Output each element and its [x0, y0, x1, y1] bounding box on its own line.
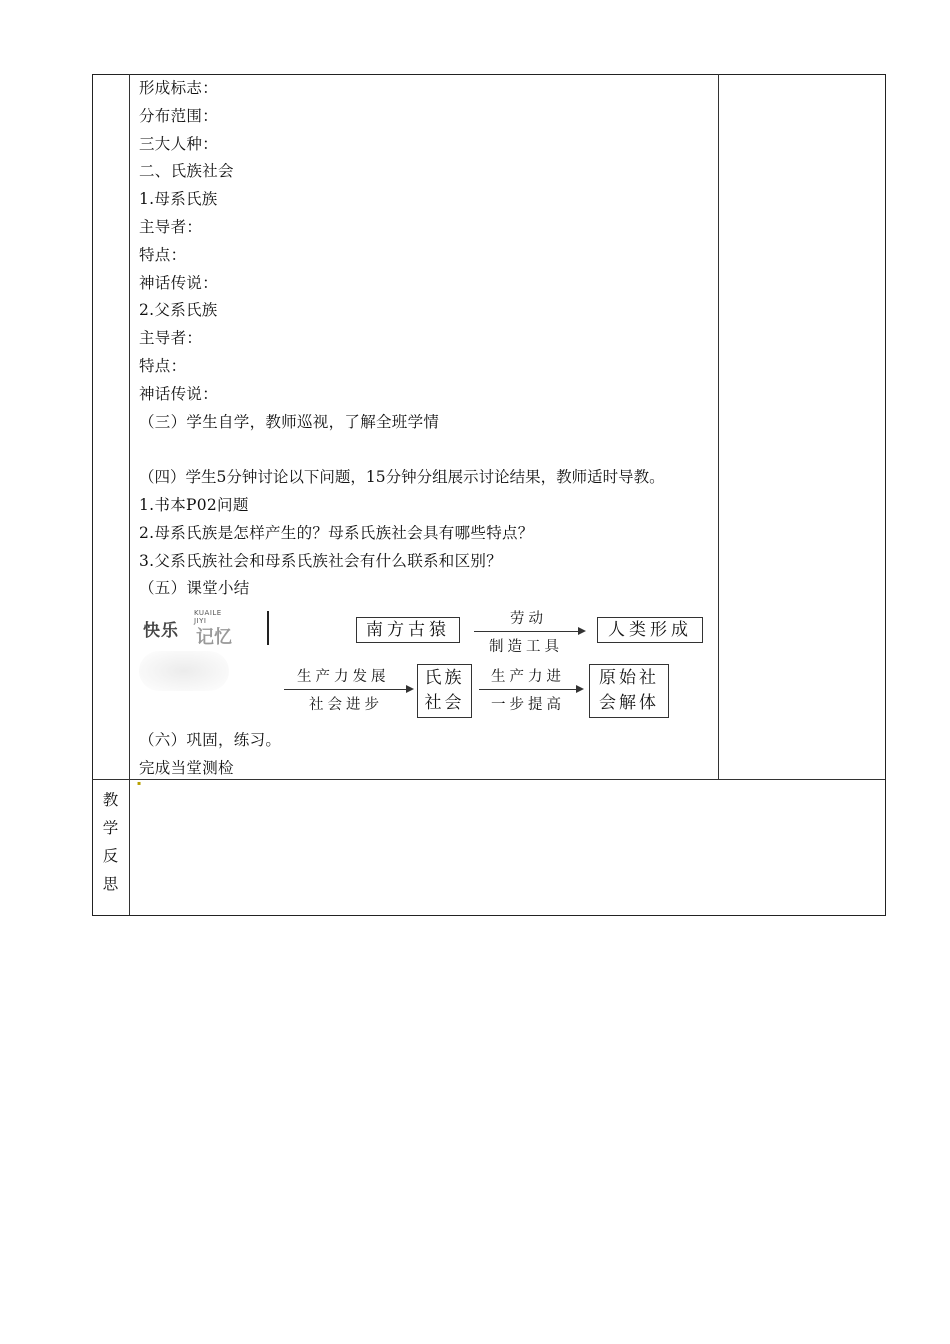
- arrow1: [474, 631, 584, 632]
- box-clan-society: [417, 664, 472, 718]
- logo-sub-line: JIYI: [194, 617, 207, 626]
- table-right-column-divider: [718, 74, 719, 780]
- outline-line: 神话传说：: [139, 273, 219, 292]
- closing-line: （六）巩固，练习。: [139, 731, 282, 750]
- box-end-line: 会解体: [599, 693, 659, 714]
- outline-line: 2.父系氏族: [139, 301, 218, 320]
- arrow3: [479, 689, 582, 690]
- logo-divider: [267, 611, 269, 645]
- box-human-formation: 人类形成: [597, 617, 703, 643]
- happy-memory-logo: [139, 607, 274, 651]
- reflection-char: 反: [102, 847, 119, 865]
- arrow1-bottom-label: 制造工具: [489, 639, 563, 656]
- discussion-line: （四）学生5分钟讨论以下问题，15分钟分组展示讨论结果，教师适时导教。: [139, 468, 665, 487]
- discussion-line: （五）课堂小结: [139, 579, 250, 598]
- discussion-line: 1.书本P02问题: [139, 495, 249, 514]
- summary-diagram: [139, 607, 714, 725]
- outline-line: 1.母系氏族: [139, 190, 218, 209]
- outline-line: 特点：: [139, 245, 187, 264]
- watermark-icon: [139, 651, 229, 691]
- discussion-section: [139, 464, 714, 603]
- reflection-char: 学: [102, 819, 119, 837]
- box-end-line: 原始社: [599, 668, 659, 689]
- closing-section: [139, 727, 714, 783]
- discussion-line: 2.母系氏族是怎样产生的？母系氏族社会具有哪些特点？: [139, 523, 534, 542]
- lesson-outline: [139, 75, 714, 436]
- discussion-line: 3.父系氏族社会和母系氏族社会有什么联系和区别？: [139, 551, 502, 570]
- reflection-char: 教: [102, 791, 119, 809]
- box-primitive-society-end: [589, 664, 669, 718]
- teaching-reflection-label: [92, 780, 129, 898]
- box-clan-line: 社会: [424, 693, 465, 714]
- cursor-mark: ▪: [137, 780, 142, 787]
- logo-sub-line: KUAILE: [194, 609, 222, 618]
- arrow2-top-label: 生产力发展: [297, 669, 390, 686]
- logo-word-text: 记忆: [196, 627, 232, 649]
- reflection-char: 思: [102, 875, 119, 893]
- table-left-column-divider: [129, 74, 130, 915]
- box-southern-ape: 南方古猿: [356, 617, 460, 643]
- outline-line: 特点：: [139, 356, 187, 375]
- outline-line: 形成标志：: [139, 79, 219, 97]
- outline-line: （三）学生自学，教师巡视，了解全班学情: [139, 412, 440, 431]
- arrow1-top-label: 劳动: [510, 611, 547, 628]
- outline-line: 分布范围：: [139, 106, 219, 125]
- teaching-reflection-cell[interactable]: [131, 781, 883, 913]
- arrow2-bottom-label: 社会进步: [309, 697, 383, 714]
- arrow2: [284, 689, 412, 690]
- box-clan-line: 氏族: [424, 668, 465, 689]
- logo-main-text: 快乐: [143, 621, 179, 642]
- arrow3-bottom-label: 一步提高: [491, 697, 565, 714]
- closing-line: 完成当堂测检: [139, 758, 234, 777]
- outline-line: 主导者：: [139, 329, 203, 348]
- outline-line: 神话传说：: [139, 384, 219, 403]
- outline-line: 二、氏族社会: [139, 162, 234, 181]
- outline-line: 主导者：: [139, 217, 203, 236]
- arrow3-top-label: 生产力进: [491, 669, 565, 686]
- lesson-content: [139, 75, 714, 783]
- blank-line: [139, 436, 714, 464]
- outline-line: 三大人种：: [139, 134, 219, 153]
